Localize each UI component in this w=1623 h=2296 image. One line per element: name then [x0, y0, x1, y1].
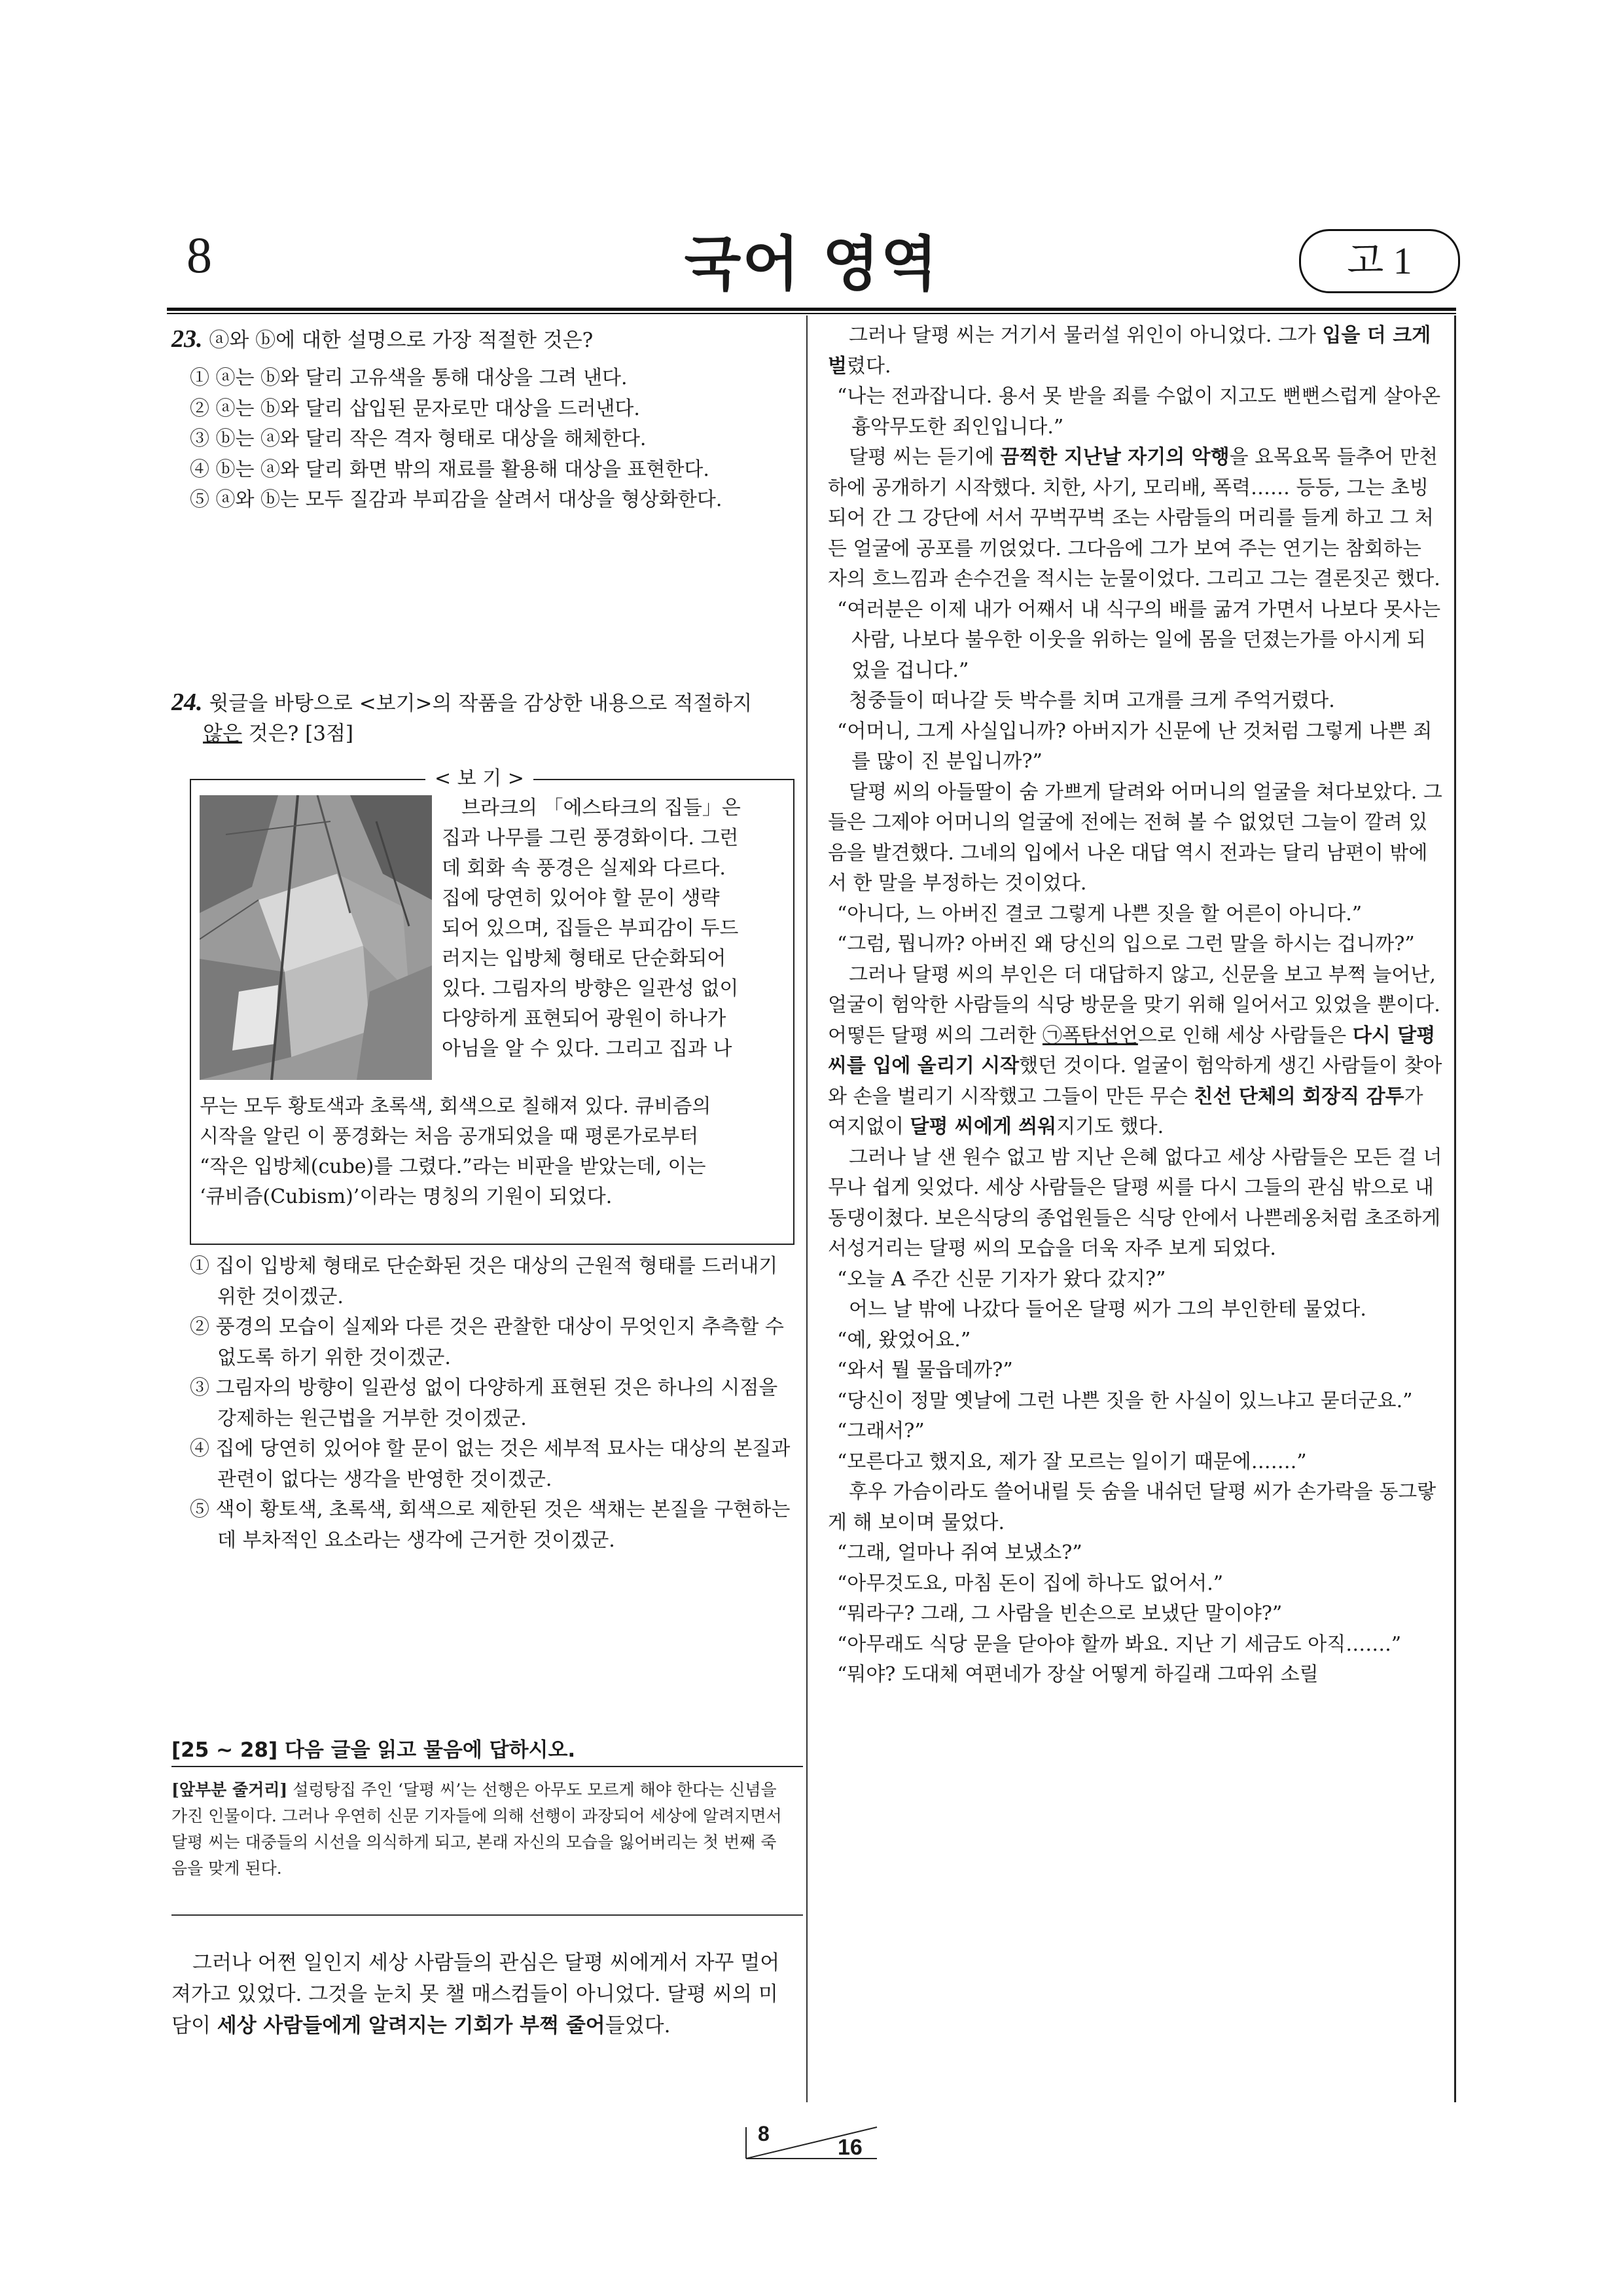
summary-rule	[171, 1914, 803, 1916]
story-paragraph-1: 그러나 어쩐 일인지 세상 사람들의 관심은 달평 씨에게서 자꾸 멀어져가고 있었다. 그것을 눈치 못 챌 매스컴들이 아니었다. 달평 씨의 미담이 세상 사람들에게 알려지는 기회가 부쩍 줄어들었다.	[171, 1951, 780, 2037]
bogi-side-text: 브라크의 「에스타크의 집들」은 집과 나무를 그린 풍경화이다. 그런 데 회화 속 풍경은 실제와 다르다. 집에 당연히 있어야 할 문이 생략 되어 있으며, 집들은 부피감이 두드 러지는 입방체 형태로 단순화되어 있다. 그림자의 방향은 일관성 없이 다양하게 표현되어 광원이 하나가 아님을 알 수 있다. 그리고 집과 나	[442, 797, 741, 1060]
bogi-title: < 보 기 >	[425, 764, 533, 793]
column-separator	[806, 315, 808, 2102]
q24-option-3: ③ 그림자의 방향이 일관성 없이 다양하게 표현된 것은 하나의 시점을 강제하는 원근법을 거부한 것이겠군.	[190, 1376, 778, 1430]
q23-option-3: ③ ⓑ는 ⓐ와 달리 작은 격자 형태로 대상을 해체한다.	[190, 427, 647, 450]
question-24-number: 24.	[171, 689, 203, 716]
q24-option-1: ① 집이 입방체 형태로 단순화된 것은 대상의 근원적 형태를 드러내기 위한 것이겠군.	[190, 1255, 778, 1308]
current-page: 8	[758, 2122, 770, 2145]
q24-option-2: ② 풍경의 모습이 실제와 다른 것은 관찰한 대상이 무엇인지 추측할 수 없도록 하기 위한 것이겠군.	[190, 1316, 784, 1369]
question-23	[171, 324, 793, 516]
story-right-column: 그러나 달평 씨는 거기서 물러설 위인이 아니었다. 그가 입을 더 크게 벌렸다. “나는 전과잡니다. 용서 못 받을 죄를 수없이 지고도 뻔뻔스럽게 살아온 흉악무도한 죄인입니다.” 달평 씨는 듣기에 끔찍한 지난날 자기의 악행을 요목요목 들추어 만천하에 공개하기 시작했다. 치한, 사기, 모리배, 폭력…… 등등, 그는 초빙되어 간 그 강단에 서서 꾸벅꾸벅 조는 사람들의 머리를 들게 하고 그 처든 얼굴에 공포를 끼얹었다. 그다음에 그가 보여 주는 연기는 참회하는 자의 흐느낌과 손수건을 적시는 눈물이었다. 그리고 그는 결론짓곤 했다. “여러분은 이제 내가 어째서 내 식구의 배를 굶겨 가면서 나보다 못사는 사람, 나보다 불우한 이웃을 위하는 일에 몸을 던졌는가를 아시게 되었을 겁니다.” 청중들이 떠나갈 듯 박수를 치며 고개를 크게 주억거렸다. “어머니, 그게 사실입니까? 아버지가 신문에 난 것처럼 그렇게 나쁜 죄를 많이 진 분입니까?” 달평 씨의 아들딸이 숨 가쁘게 달려와 어머니의 얼굴을 쳐다보았다. 그들은 그제야 어머니의 얼굴에 전에는 전혀 볼 수 없었던 그늘이 깔려 있음을 발견했다. 그네의 입에서 나온 대답 역시 전과는 달리 남편이 밖에서 한 말을 부정하는 것이었다. “아니다, 느 아버진 결코 그렇게 나쁜 짓을 할 어른이 아니다.” “그럼, 뭡니까? 아버진 왜 당신의 입으로 그런 말을 하시는 겁니까?” 그러나 달평 씨의 부인은 더 대답하지 않고, 신문을 보고 부쩍 늘어난, 얼굴이 험악한 사람들의 식당 방문을 맞기 위해 일어서고 있었을 뿐이다. 어떻든 달평 씨의 그러한 ㉠폭탄선언으로 인해 세상 사람들은 다시 달평 씨를 입에 올리기 시작했던 것이다. 얼굴이 험악하게 생긴 사람들이 찾아와 손을 벌리기 시작했고 그들이 만든 무슨 친선 단체의 회장직 감투가 여지없이 달평 씨에게 씌워지기도 했다. 그러나 날 샌 원수 없고 밤 지난 은혜 없다고 세상 사람들은 모든 걸 너무나 쉽게 잊었다. 세상 사람들은 달평 씨를 다시 그들의 관심 밖으로 내동댕이쳤다. 보은식당의 종업원들은 식당 안에서 나쁜레옹처럼 초조하게 서성거리는 달평 씨의 모습을 더욱 자주 보게 되었다. “오늘 A 주간 신문 기자가 왔다 갔지?” 어느 날 밖에 나갔다 들어온 달평 씨가 그의 부인한테 물었다. “예, 왔었어요.” “와서 뭘 물읍데까?” “당신이 정말 옛날에 그런 나쁜 짓을 한 사실이 있느냐고 묻더군요.” “그래서?” “모른다고 했지요, 제가 잘 모르는 일이기 때문에…….” 후우 가슴이라도 쓸어내릴 듯 숨을 내쉬던 달평 씨가 손가락을 동그랗게 해 보이며 물었다. “그래, 얼마나 쥐여 보냈소?” “아무것도요, 마침 돈이 집에 하나도 없어서.” “뭐라구? 그래, 그 사람을 빈손으로 보냈단 말이야?” “아무래도 식당 문을 닫아야 할까 봐요. 지난 기 세금도 아직…….” “뭐야? 도대체 여편네가 장살 어떻게 하길래 그따위 소릴	[828, 324, 1442, 1686]
header-rule-thin	[167, 313, 1456, 314]
plot-summary: [앞부분 줄거리] 설렁탕집 주인 ‘달평 씨’는 선행은 아무도 모르게 해야 한다는 신념을 가진 인물이다. 그러나 우연히 신문 기자들에 의해 선행이 과장되어 세상에 알려지면서 달평 씨는 대중들의 시선을 의식하게 되고, 본래 자신의 모습을 잃어버리는 첫 번째 죽음을 맞게 된다.	[171, 1780, 782, 1878]
q24-option-5: ⑤ 색이 황토색, 초록색, 회색으로 제한된 것은 색채는 본질을 구현하는 데 부차적인 요소라는 생각에 근거한 것이겠군.	[190, 1498, 791, 1552]
section-rule	[171, 1766, 803, 1767]
painting-illustration	[200, 795, 432, 1080]
right-border	[1454, 315, 1456, 2102]
question-24-stem: 24. 윗글을 바탕으로 <보기>의 작품을 감상한 내용으로 적절하지 않은 것은? [3점]	[171, 689, 753, 745]
total-pages: 16	[838, 2135, 863, 2160]
header-rule	[167, 308, 1456, 311]
bomb-declaration-marker: ㉠폭탄선언	[1042, 1024, 1138, 1047]
q23-option-1: ① ⓐ는 ⓑ와 달리 고유색을 통해 대상을 그려 낸다.	[190, 367, 628, 389]
question-23-stem: 23. ⓐ와 ⓑ에 대한 설명으로 가장 적절한 것은?	[171, 325, 594, 353]
page-indicator	[740, 2121, 883, 2166]
q23-option-5: ⑤ ⓐ와 ⓑ는 모두 질감과 부피감을 살려서 대상을 형상화한다.	[190, 488, 722, 511]
bogi-full-text: 무는 모두 황토색과 초록색, 회색으로 칠해져 있다. 큐비즘의 시작을 알린 이 풍경화는 처음 공개되었을 때 평론가로부터 “작은 입방체(cube)를 그렸다.”라는 비판을 받았는데, 이는 ‘큐비즘(Cubism)’이라는 명칭의 기원이 되었다.	[200, 1095, 711, 1208]
grade-badge: 고 1	[1299, 229, 1460, 293]
question-23-number: 23.	[171, 325, 203, 353]
page-number: 8	[187, 226, 212, 283]
cubist-painting-image	[200, 795, 432, 1080]
q23-option-4: ④ ⓑ는 ⓐ와 달리 화면 밖의 재료를 활용해 대상을 표현한다.	[190, 457, 709, 481]
q24-option-4: ④ 집에 당연히 있어야 할 문이 없는 것은 세부적 묘사는 대상의 본질과 관련이 없다는 생각을 반영한 것이겠군.	[190, 1437, 791, 1491]
q23-option-2: ② ⓐ는 ⓑ와 달리 삽입된 문자로만 대상을 드러낸다.	[190, 397, 640, 420]
page-title: 국어 영역	[684, 230, 939, 298]
question-24-options	[171, 1251, 793, 1556]
section-heading: [25 ~ 28] 다음 글을 읽고 물음에 답하시오.	[171, 1738, 576, 1762]
